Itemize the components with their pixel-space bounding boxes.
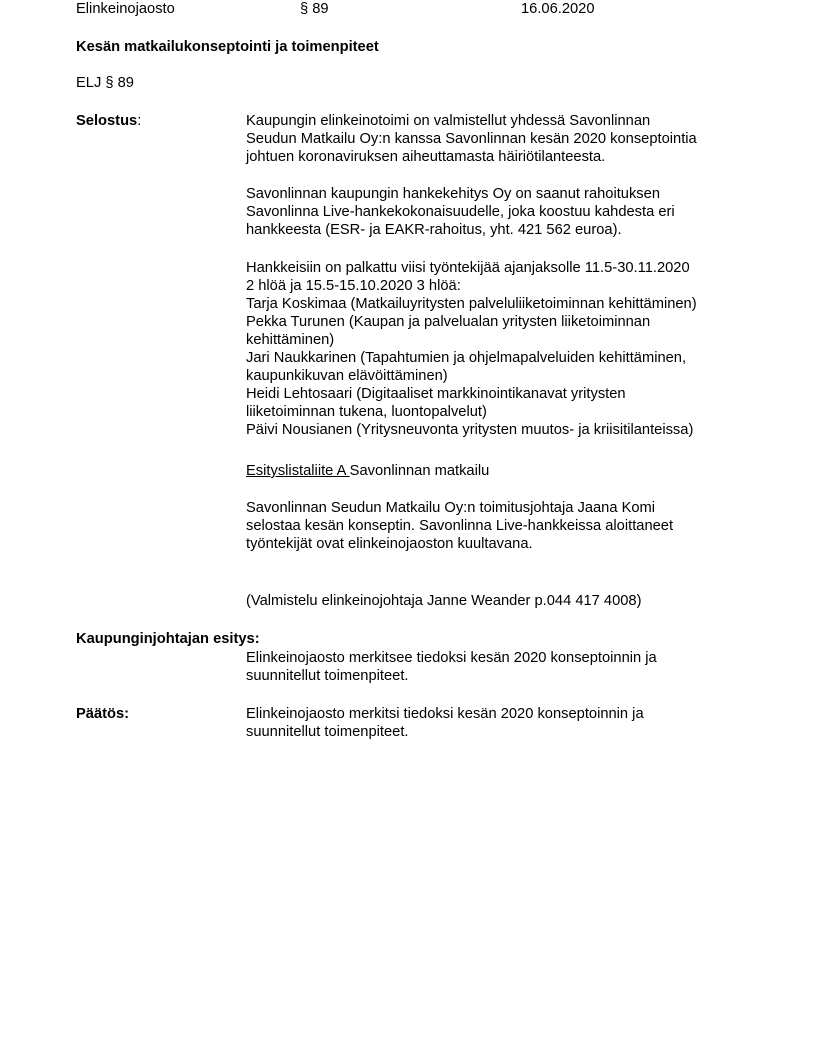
attachment-line (246, 462, 766, 480)
text-line: 2 hlöä ja 15.5-15.10.2020 3 hlöä: (246, 278, 461, 294)
text-line: Jari Naukkarinen (Tapahtumien ja ohjelmapalveluiden kehittäminen, (246, 350, 687, 366)
text-line: kehittäminen) (246, 332, 335, 348)
selostus-paragraph-2 (246, 185, 766, 239)
text-line: Elinkeinojaosto merkitsee tiedoksi kesän 2020 konseptoinnin ja (246, 650, 657, 666)
text-line: Seudun Matkailu Oy:n kanssa Savonlinnan kesän 2020 konseptointia (246, 131, 697, 147)
selostus-paragraph-1 (246, 112, 766, 166)
text-line: Kaupungin elinkeinotoimi on valmistellut yhdessä Savonlinnan (246, 113, 651, 129)
text-line: selostaa kesän konseptin. Savonlinna Live-hankkeissa aloittaneet (246, 518, 674, 534)
decision-text (246, 705, 766, 741)
selostus-label (76, 112, 141, 130)
text-line: Hankkeisiin on palkattu viisi työntekijää ajanjaksolle 11.5-30.11.2020 (246, 260, 690, 276)
text-line: Pekka Turunen (Kaupan ja palvelualan yritysten liiketoiminnan (246, 314, 651, 330)
text-line: kaupunkikuvan elävöittäminen) (246, 368, 448, 384)
attachment-title: Savonlinnan matkailu (349, 463, 490, 479)
text-line: Tarja Koskimaa (Matkailuyritysten palveluliiketoiminnan kehittäminen) (246, 296, 697, 312)
text-line: suunnitellut toimenpiteet. (246, 668, 409, 684)
header-body: Elinkeinojaosto (76, 1, 175, 17)
text-line: Savonlinnan Seudun Matkailu Oy:n toimitusjohtaja Jaana Komi (246, 500, 656, 516)
text-line: Elinkeinojaosto merkitsi tiedoksi kesän 2020 konseptoinnin ja (246, 706, 644, 722)
text-line: Savonlinna Live-hankekokonaisuudelle, joka koostuu kahdesta eri (246, 204, 675, 220)
text-line: johtuen koronaviruksen aiheuttamasta häiriötilanteesta. (246, 149, 606, 165)
text-line: työntekijät ovat elinkeinojaoston kuultavana. (246, 536, 533, 552)
selostus-label-text: Selostus (76, 113, 138, 129)
text-line: suunnitellut toimenpiteet. (246, 724, 409, 740)
attachment-link[interactable]: Esityslistaliite A (246, 463, 350, 479)
selostus-paragraph-4 (246, 499, 766, 553)
item-reference: ELJ § 89 (76, 75, 134, 91)
header-section: § 89 (300, 1, 329, 17)
header-date: 16.06.2020 (521, 1, 595, 17)
selostus-paragraph-3 (246, 259, 766, 439)
selostus-label-colon: : (137, 113, 142, 129)
text-line: Heidi Lehtosaari (Digitaaliset markkinointikanavat yritysten (246, 386, 626, 402)
text-line: liiketoiminnan tukena, luontopalvelut) (246, 404, 487, 420)
text-line: hankkeesta (ESR- ja EAKR-rahoitus, yht. 421 562 euroa). (246, 222, 622, 238)
preparer-note: (Valmistelu elinkeinojohtaja Janne Weander p.044 417 4008) (246, 593, 642, 609)
text-line: Päivi Nousianen (Yritysneuvonta yritysten muutos- ja kriisitilanteissa) (246, 422, 694, 438)
proposal-text (246, 649, 766, 685)
decision-label: Päätös: (76, 706, 130, 722)
item-title: Kesän matkailukonseptointi ja toimenpiteet (76, 39, 379, 55)
proposal-label: Kaupunginjohtajan esitys: (76, 631, 260, 647)
text-line: Savonlinnan kaupungin hankekehitys Oy on saanut rahoituksen (246, 186, 660, 202)
